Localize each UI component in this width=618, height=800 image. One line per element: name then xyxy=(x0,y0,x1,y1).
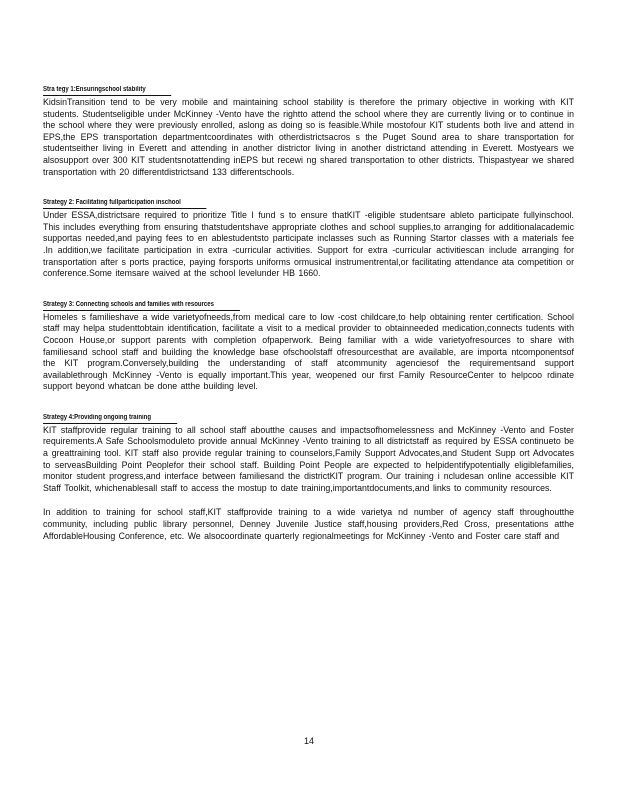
page-number: 14 xyxy=(303,736,314,746)
section-body: In addition to training for school staff,KIT staffprovide training to a wide varietya nd number of agency staff throughoutthe community, including public library personnel, Denney Juvenile Justice staff,housing providers,Red Cross, presentations atthe AffordableHousing Conference, etc. We alsocoordinate quarterly regionalmeetings for McKinney -Vento and Foster care staff and xyxy=(43,507,574,541)
section-strategy-4 xyxy=(43,406,574,495)
document-content xyxy=(43,78,574,555)
section-body: KidsinTransition tend to be very mobile and maintaining school stability is therefore the primary objective in working with KIT students. Studentseligible under McKinney -Vento have the rightto attend the school where they are currently living or to continue in the school where they were previously enrolled, aslong as doing so is feasible.While mostofour KIT students both live and attend in EPS,the EPS transportation departmentcoordinates with otherdistrictsacros s the Puget Sound area to share transportation for studentseither living in Everett and attending in another districtor living in another districtand attending in Everett. Mostyears we alsosupport over 300 KIT studentsnotattending inEPS but recewi ng shared transportation to other districts. Thispastyear we shared transportation with 20 differentdistrictsand 133 differentschools. xyxy=(43,97,574,177)
section-strategy-1 xyxy=(43,78,574,178)
section-heading: Stra tegy 1:Ensuringschool stability xyxy=(43,85,172,96)
section-heading: Strategy 3: Connecting schools and families with resources xyxy=(43,300,240,311)
section-body: Homeles s familieshave a wide varietyofneeds,from medical care to low -cost childcare,to help obtaining renter certification. School staff may helpa studenttobtain identification, facilitate a visit to a medical provider to obtainneeded medication,connects tudents with Cocoon House,or support parents with completion ofpaperwork. Being familiar with a wide varietyofresources to share with familiesand school staff and building the knowledge base ofschoolstaff ofresourcesthat are available, are importa ntcomponentsof the KIT program.Conversely,building the understanding of staff atcommunity agenciesof the requirementsand support availablethrough McKinney -Vento is equally important.This year, weopened our first Family ResourceCenter to helpcoo rdinate support beyond whatcan be done atthe building level. xyxy=(43,311,574,392)
section-body: Under ESSA,districtsare required to prioritize Title I fund s to ensure thatKIT -eligible studentsare ableto participate fullyinschool. This includes everything from ensuring thatstudentshave appropriate clothes and school supplies,to arranging for additionalacademic supportas needed,and paying fees to en ablestudentsto participate inclasses such as Running Startor classes with a materials fee .In addition,we facilitate participation in extra -curricular activities. Support for extra -curricular activitiescan include arranging for transportation after s ports practice, paying forsports uniforms ormusical instrumentrental,or facilitating attendance ata competition or conference.Some itemsare waived at the school levelunder HB 1660. xyxy=(43,210,574,279)
section-strategy-2 xyxy=(43,191,574,280)
section-training-continued xyxy=(43,507,574,542)
section-strategy-3 xyxy=(43,293,574,393)
section-heading: Strategy 4:Providing ongoing training xyxy=(43,413,177,424)
section-body: KIT staffprovide regular training to all school staff aboutthe causes and impactsofhomelessness and McKinney -Vento and Foster requirements.A Safe Schoolsmoduleto provide annual McKinney -Vento training to all districtstaff as required by ESSA continueto be a greattraining tool. KIT staff also provide regular training to counselors,Family Support Advocates,and Student Supp ort Advocates to serveasBuilding Point Peoplefor their school staff. Building Point People are expected to helpidentifypotentially eligiblefamilies, monitor student progress,and interface between familiesand the districtKIT program. Our training i ncludesan online accessible KIT Staff Toolkit, whichenablesall staff to access the mostup to date training,importantdocuments,and links to community resources. xyxy=(43,424,574,493)
section-heading: Strategy 2: Facilitating fullparticipation inschool xyxy=(43,198,207,209)
